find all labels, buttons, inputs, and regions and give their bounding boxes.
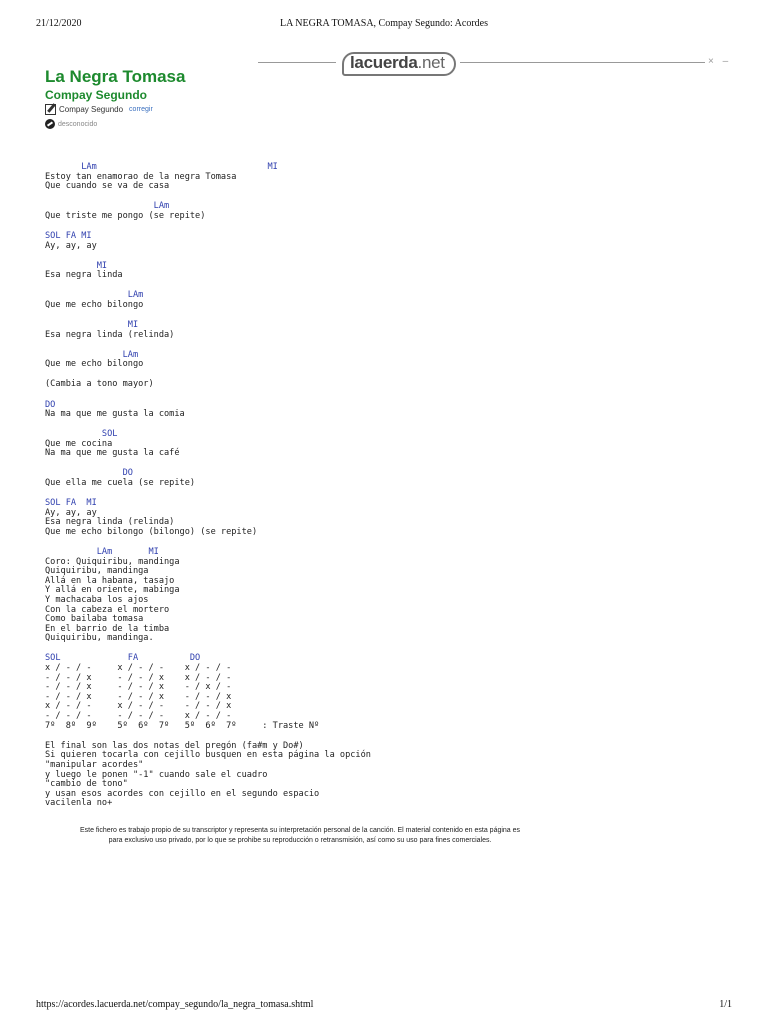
artist-link[interactable]: Compay Segundo bbox=[45, 88, 148, 102]
transcriber-row bbox=[45, 104, 153, 115]
tab-block bbox=[45, 321, 371, 340]
lyric-line: Que ella me cuela (se repite) bbox=[45, 478, 196, 489]
lyric-line: Na ma que me gusta la comia bbox=[45, 409, 185, 420]
fret-line: 7º 8º 9º 5º 6º 7º 5º 6º 7º : Traste Nº bbox=[45, 720, 320, 731]
lyric-line: Con la cabeza el mortero bbox=[45, 604, 170, 615]
header-divider-right bbox=[460, 62, 705, 63]
note-line: "manipular acordes" bbox=[45, 759, 144, 770]
tab-block bbox=[45, 351, 371, 370]
tab-block bbox=[45, 291, 371, 310]
lyric-line: Estoy tan enamorao de la negra Tomasa bbox=[45, 171, 237, 182]
edit-icon bbox=[45, 104, 56, 115]
header-divider-left bbox=[258, 62, 336, 63]
chord-line: SOL FA MI bbox=[45, 230, 92, 241]
lyric-line: Esa negra linda bbox=[45, 270, 123, 281]
tab-block bbox=[45, 742, 371, 809]
chord-line: LAm bbox=[45, 201, 170, 212]
note-line: "cambio de tono" bbox=[45, 779, 128, 790]
disc-icon bbox=[45, 119, 55, 129]
disclaimer-line: para exclusivo uso privado, por lo que se prohibe su reproducción o retransmisión, así como su uso para fines comerciales. bbox=[108, 836, 492, 844]
note-line: vacilenla no+ bbox=[45, 798, 113, 809]
album-name: desconocido bbox=[58, 120, 98, 128]
chord-line: LAm MI bbox=[45, 547, 159, 558]
chord-line: LAm MI bbox=[45, 162, 278, 172]
tab-block bbox=[45, 202, 371, 221]
lyric-line: Y allá en oriente, mabinga bbox=[45, 585, 180, 596]
lyric-line: Esa negra linda (relinda) bbox=[45, 329, 175, 340]
disclaimer bbox=[40, 826, 560, 845]
strum-line: - / - / x - / - / x - / x / - bbox=[45, 682, 232, 693]
lyric-line: Que me cocina bbox=[45, 438, 113, 449]
lyric-line: (Cambia a tono mayor) bbox=[45, 379, 154, 390]
note-line: El final son las dos notas del pregón (fa#m y Do#) bbox=[45, 740, 304, 751]
tab-block bbox=[45, 430, 371, 459]
note-line: Si quieren tocarla con cejillo busquen en esta página la opción bbox=[45, 750, 371, 761]
lyric-line: Que triste me pongo (se repite) bbox=[45, 210, 206, 221]
tab-block bbox=[45, 654, 371, 731]
strum-line: - / - / x - / - / x - / - / x bbox=[45, 691, 232, 702]
strum-line: - / - / - - / - / - x / - / - bbox=[45, 711, 232, 722]
chord-line: DO bbox=[45, 399, 56, 410]
album-row bbox=[45, 119, 97, 129]
lacuerda-logo[interactable] bbox=[340, 50, 456, 76]
print-url: https://acordes.lacuerda.net/compay_segundo/la_negra_tomasa.shtml bbox=[36, 999, 314, 1010]
lyric-line: Como bailaba tomasa bbox=[45, 614, 144, 625]
window-controls[interactable]: × – bbox=[708, 56, 732, 67]
disclaimer-line: Este fichero es trabajo propio de su transcriptor y representa su interpretación personal de la canción. El material contenido en esta página es bbox=[79, 827, 521, 834]
chord-line: SOL FA DO bbox=[45, 653, 201, 664]
print-title: LA NEGRA TOMASA, Compay Segundo: Acordes bbox=[280, 18, 488, 29]
note-line: y usan esos acordes con cejillo en el segundo espacio bbox=[45, 788, 320, 799]
lyric-line: Allá en la habana, tasajo bbox=[45, 575, 175, 586]
strum-line: - / - / x - / - / x x / - / - bbox=[45, 672, 232, 683]
chord-line: DO bbox=[45, 468, 133, 479]
transcriber-name[interactable]: Compay Segundo bbox=[59, 105, 124, 114]
chord-line: SOL bbox=[45, 429, 118, 440]
tab-block bbox=[45, 469, 371, 488]
page-number: 1/1 bbox=[719, 999, 732, 1010]
chord-line: MI bbox=[45, 260, 108, 271]
chord-line: LAm bbox=[45, 290, 144, 301]
lyric-line: En el barrio de la timba bbox=[45, 623, 170, 634]
lyric-line: Na ma que me gusta la café bbox=[45, 448, 180, 459]
chord-line: MI bbox=[45, 320, 139, 331]
note-line: y luego le ponen "-1" cuando sale el cuadro bbox=[45, 769, 268, 780]
tab-block bbox=[45, 262, 371, 281]
lyric-line: Quiquiribu, mandinga. bbox=[45, 633, 154, 644]
strum-line: x / - / - x / - / - - / - / x bbox=[45, 701, 232, 712]
lyric-line: Que cuando se va de casa bbox=[45, 181, 170, 192]
print-date: 21/12/2020 bbox=[36, 18, 82, 29]
lyric-line: Quiquiribu, mandinga bbox=[45, 566, 149, 577]
tab-block bbox=[45, 163, 371, 192]
strum-line: x / - / - x / - / - x / - / - bbox=[45, 663, 232, 674]
chord-line: SOL FA MI bbox=[45, 498, 97, 509]
lyric-line: Coro: Quiquiribu, mandinga bbox=[45, 556, 180, 567]
logo-text: lacuerda.net bbox=[350, 53, 445, 72]
song-title: La Negra Tomasa bbox=[45, 67, 186, 86]
tab-block bbox=[45, 499, 371, 537]
lyric-line: Esa negra linda (relinda) bbox=[45, 517, 175, 528]
tab-block bbox=[45, 548, 371, 644]
tab-block bbox=[45, 380, 371, 390]
correct-link[interactable]: corregir bbox=[129, 106, 153, 113]
lyric-line: Que me echo bilongo bbox=[45, 359, 144, 370]
tab-block bbox=[45, 401, 371, 420]
lyric-line: Ay, ay, ay bbox=[45, 240, 97, 251]
lyric-line: Que me echo bilongo bbox=[45, 299, 144, 310]
lyric-line: Ay, ay, ay bbox=[45, 507, 97, 518]
chord-line: LAm bbox=[45, 349, 139, 360]
lyric-line: Y machacaba los ajos bbox=[45, 595, 149, 605]
tab-block bbox=[45, 232, 371, 251]
lyric-line: Que me echo bilongo (bilongo) (se repite) bbox=[45, 526, 258, 537]
chord-tab bbox=[45, 163, 371, 819]
